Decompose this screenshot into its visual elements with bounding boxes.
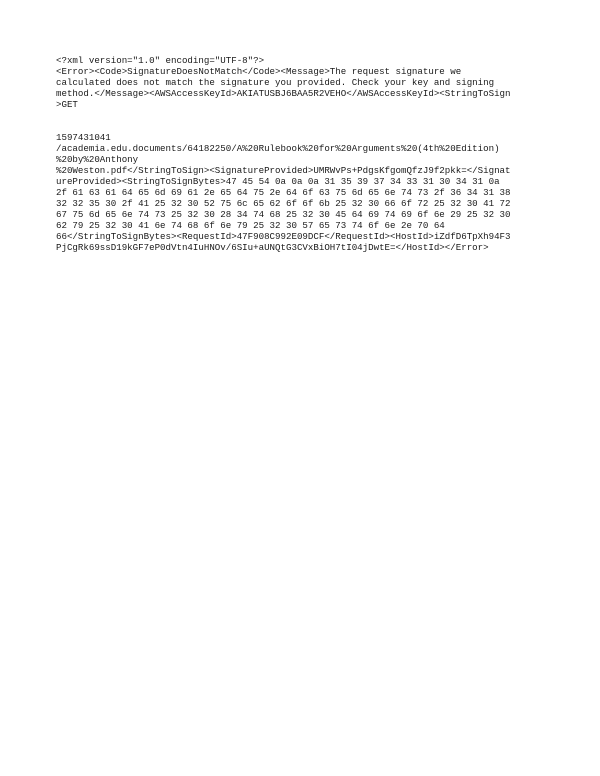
text-line: 1597431041 (56, 132, 111, 143)
text-line: 32 32 35 30 2f 41 25 32 30 52 75 6c 65 62 6f 6f 6b 25 32 30 66 6f 72 25 32 30 41 72 (56, 198, 511, 209)
text-line: method.</Message><AWSAccessKeyId>AKIATUSBJ6BAA5R2VEHO</AWSAccessKeyId><StringToSign (56, 88, 511, 99)
text-line: <?xml version="1.0" encoding="UTF-8"?> (56, 55, 265, 66)
text-line: PjCgRk69ssD19kGF7eP0dVtn4IuHNOv/6SIu+aUNQtG3CVxBiOH7tI04jDwtE=</HostId></Error> (56, 242, 489, 253)
text-line: 67 75 6d 65 6e 74 73 25 32 30 28 34 74 68 25 32 30 45 64 69 74 69 6f 6e 29 25 32 30 (56, 209, 511, 220)
text-line: 2f 61 63 61 64 65 6d 69 61 2e 65 64 75 2e 64 6f 63 75 6d 65 6e 74 73 2f 36 34 31 38 (56, 187, 511, 198)
text-line: 66</StringToSignBytes><RequestId>47F908C992E09DCF</RequestId><HostId>iZdfD6TpXh94F3 (56, 231, 511, 242)
blank-line (56, 110, 556, 121)
text-line: %20Weston.pdf</StringToSign><SignatureProvided>UMRWvPs+PdgsKfgomQfzJ9f2pkk=</Signat (56, 165, 511, 176)
text-line: /academia.edu.documents/64182250/A%20Rulebook%20for%20Arguments%20(4th%20Edition) (56, 143, 500, 154)
blank-line (56, 121, 556, 132)
error-xml-text (56, 55, 556, 253)
text-line: ureProvided><StringToSignBytes>47 45 54 0a 0a 0a 31 35 39 37 34 33 31 30 34 31 0a (56, 176, 500, 187)
text-line: calculated does not match the signature you provided. Check your key and signing (56, 77, 495, 88)
text-line: 62 79 25 32 30 41 6e 74 68 6f 6e 79 25 32 30 57 65 73 74 6f 6e 2e 70 64 (56, 220, 445, 231)
text-line: %20by%20Anthony (56, 154, 139, 165)
text-line: >GET (56, 99, 78, 110)
text-line: <Error><Code>SignatureDoesNotMatch</Code><Message>The request signature we (56, 66, 462, 77)
